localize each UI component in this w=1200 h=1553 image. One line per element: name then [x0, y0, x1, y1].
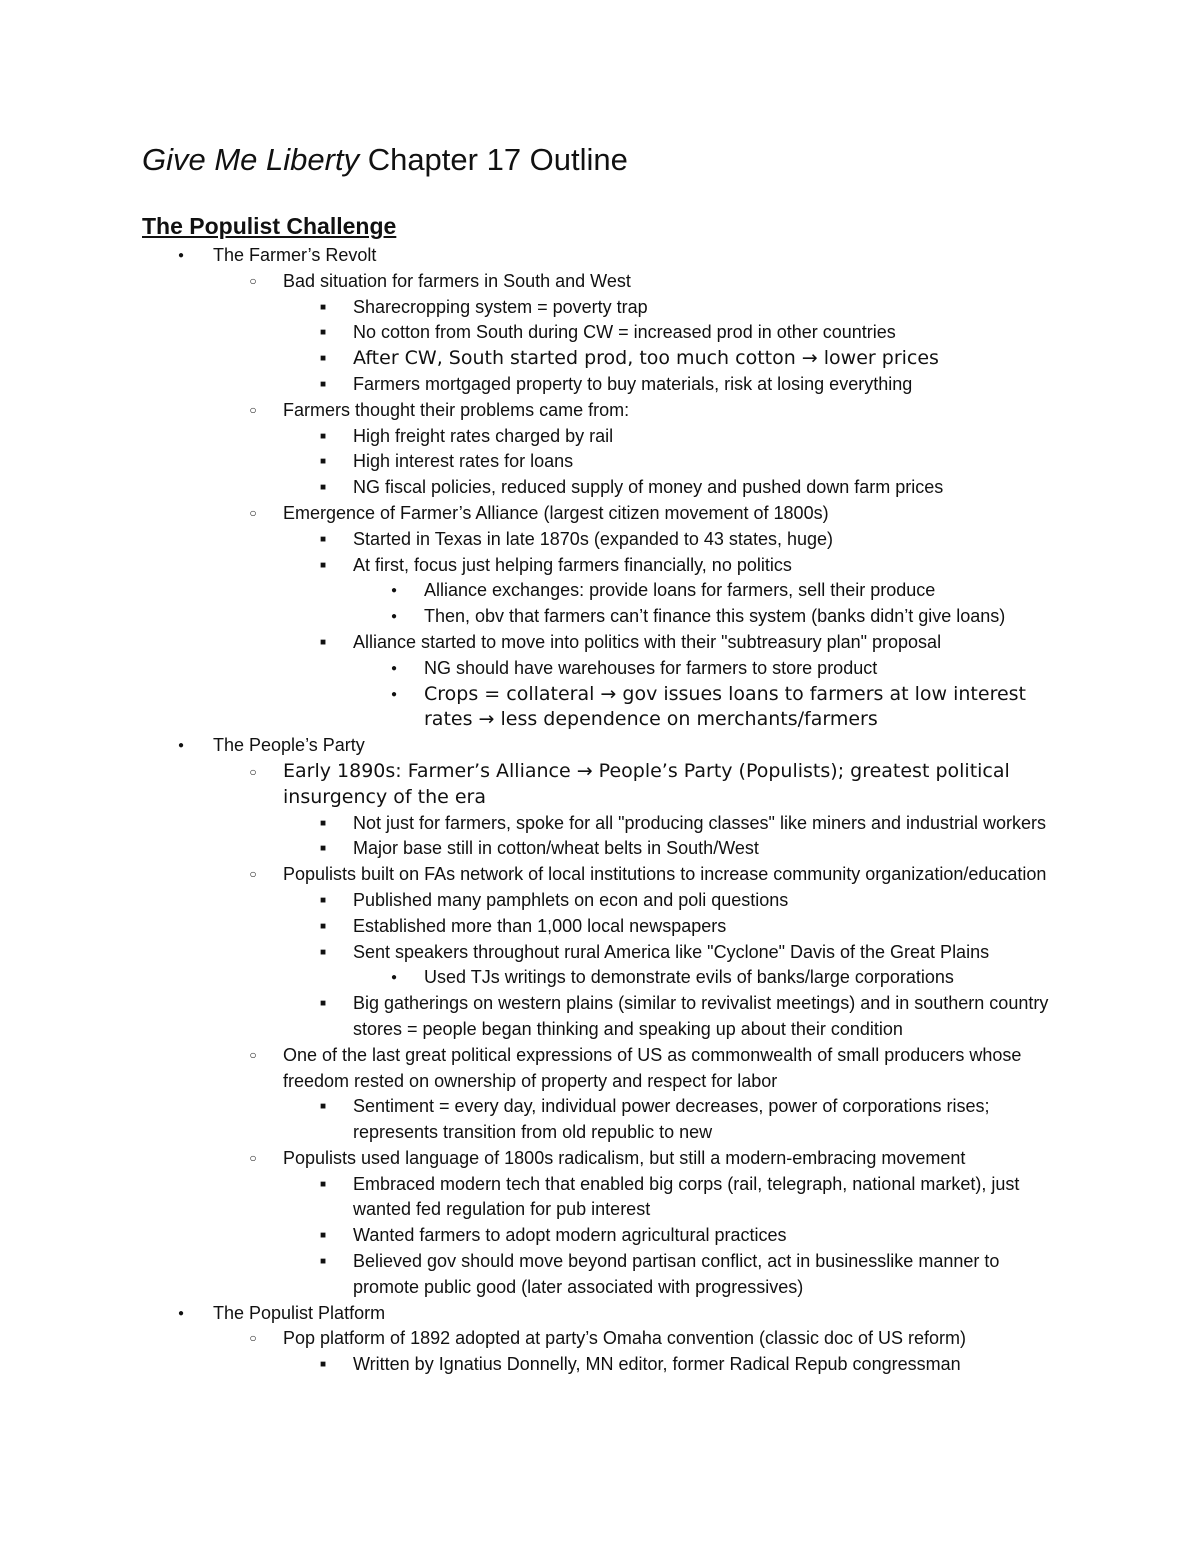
- outline-item-level-4: [0, 682, 1200, 734]
- outline-item-level-3: [0, 475, 1200, 501]
- bullet-icon: ■: [319, 920, 327, 932]
- outline-item-level-2: [0, 862, 1200, 888]
- outline-item-level-3: [0, 527, 1200, 553]
- outline-item-text: Populists built on FAs network of local institutions to increase community organization/education: [283, 864, 1047, 885]
- outline-item-text: Alliance started to move into politics with their "subtreasury plan" proposal: [353, 631, 942, 652]
- outline-item-text: Big gatherings on western plains (similar to revivalist meetings) and in southern country stores = people began thinking and speaking up about their condition: [353, 993, 1049, 1039]
- bullet-icon: ■: [319, 1256, 327, 1268]
- outline-item-text: High freight rates charged by rail: [353, 425, 614, 446]
- outline-item-level-2: [0, 501, 1200, 527]
- outline-item-level-3: [0, 295, 1200, 321]
- outline-item-text: Farmers mortgaged property to buy materials, risk at losing everything: [353, 373, 913, 394]
- outline-item-text: Used TJs writings to demonstrate evils of banks/large corporations: [424, 967, 954, 988]
- outline-item-text: Crops = collateral → gov issues loans to farmers at low interest rates → less dependence on merchants/farmers: [424, 682, 1027, 731]
- outline-item-text: Then, obv that farmers can’t finance this system (banks didn’t give loans): [424, 606, 1006, 627]
- outline-item-text: High interest rates for loans: [353, 451, 574, 472]
- bullet-icon: ■: [319, 946, 327, 958]
- bullet-icon: ■: [319, 559, 327, 571]
- outline-item-level-4: [0, 604, 1200, 630]
- bullet-icon: ■: [319, 327, 327, 339]
- outline-item-level-2: [0, 759, 1200, 811]
- outline-item-text: NG should have warehouses for farmers to store product: [424, 657, 878, 678]
- outline-item-level-3: [0, 836, 1200, 862]
- outline-item-text: Written by Ignatius Donnelly, MN editor, former Radical Repub congressman: [353, 1354, 961, 1375]
- outline-item-level-1: [0, 243, 1200, 269]
- bullet-icon: ●: [390, 611, 398, 623]
- bullet-icon: ●: [390, 688, 398, 700]
- bullet-icon: ■: [319, 430, 327, 442]
- section-heading: The Populist Challenge: [142, 213, 397, 239]
- bullet-icon: ■: [319, 353, 327, 365]
- outline-item-text: After CW, South started prod, too much cotton → lower prices: [353, 347, 939, 370]
- outline-item-level-3: [0, 372, 1200, 398]
- outline-item-level-3: [0, 424, 1200, 450]
- outline-item-level-3: [0, 630, 1200, 656]
- outline-item-text: Sharecropping system = poverty trap: [353, 296, 648, 317]
- outline-item-level-3: [0, 1094, 1200, 1146]
- outline-item-text: Embraced modern tech that enabled big corps (rail, telegraph, national market), just wanted fed regulation for pub interest: [353, 1173, 1020, 1220]
- outline-item-level-1: [0, 733, 1200, 759]
- outline-item-text: Major base still in cotton/wheat belts in South/West: [353, 838, 759, 859]
- book-title: Give Me Liberty: [142, 142, 360, 177]
- outline-item-text: Bad situation for farmers in South and West: [283, 270, 631, 291]
- outline-item-text: The Farmer’s Revolt: [213, 245, 377, 265]
- bullet-icon: ○: [249, 867, 257, 882]
- outline-item-level-2: [0, 1043, 1200, 1095]
- bullet-icon: ○: [249, 402, 257, 417]
- outline-item-level-2: [0, 398, 1200, 424]
- bullet-icon: ■: [319, 998, 327, 1010]
- outline-item-text: The People’s Party: [213, 735, 365, 756]
- outline-item-text: One of the last great political expressions of US as commonwealth of small producers whose freedom rested on ownership of property and respect for labor: [283, 1044, 1022, 1091]
- bullet-icon: ■: [319, 1178, 327, 1190]
- bullet-icon: ■: [319, 1101, 327, 1113]
- bullet-icon: ●: [390, 662, 398, 674]
- outline-item-text: Not just for farmers, spoke for all "producing classes" like miners and industrial workers: [353, 812, 1047, 833]
- outline-item-level-3: [0, 1223, 1200, 1249]
- outline-item-level-3: [0, 811, 1200, 837]
- outline-list: [0, 243, 1200, 1378]
- bullet-icon: ■: [319, 817, 327, 829]
- bullet-icon: ●: [177, 250, 185, 261]
- bullet-icon: ■: [319, 533, 327, 545]
- outline-item-text: Early 1890s: Farmer’s Alliance → People’s Party (Populists); greatest political insurgency of the era: [283, 759, 1010, 808]
- outline-item-level-2: [0, 269, 1200, 295]
- outline-item-level-3: [0, 320, 1200, 346]
- outline-item-text: Farmers thought their problems came from:: [283, 399, 630, 420]
- outline-item-text: The Populist Platform: [213, 1302, 386, 1323]
- outline-item-text: Sentiment = every day, individual power decreases, power of corporations rises; represents transition from old republic to new: [353, 1096, 990, 1143]
- bullet-icon: ○: [249, 273, 257, 288]
- outline-item-text: Emergence of Farmer’s Alliance (largest citizen movement of 1800s): [283, 502, 829, 523]
- outline-item-text: Sent speakers throughout rural America like "Cyclone" Davis of the Great Plains: [353, 941, 990, 962]
- outline-item-text: Wanted farmers to adopt modern agricultural practices: [353, 1225, 787, 1246]
- bullet-icon: ○: [249, 1150, 257, 1165]
- outline-item-level-4: [0, 965, 1200, 991]
- bullet-icon: ●: [177, 1307, 185, 1319]
- outline-item-level-2: [0, 1146, 1200, 1172]
- bullet-icon: ○: [249, 1047, 257, 1062]
- bullet-icon: ○: [249, 764, 257, 779]
- outline-item-level-3: [0, 1172, 1200, 1224]
- outline-item-text: Believed gov should move beyond partisan conflict, act in businesslike manner to promote public good (later associated with progressives): [353, 1251, 1000, 1297]
- outline-item-level-2: [0, 1326, 1200, 1352]
- outline-item-level-4: [0, 578, 1200, 604]
- outline-item-text: No cotton from South during CW = increased prod in other countries: [353, 322, 896, 343]
- bullet-icon: ●: [177, 740, 185, 752]
- bullet-icon: ■: [319, 894, 327, 906]
- page-title: [142, 140, 628, 180]
- outline-item-text: Established more than 1,000 local newspapers: [353, 915, 727, 936]
- bullet-icon: ■: [319, 843, 327, 855]
- outline-item-level-3: [0, 888, 1200, 914]
- outline-item-text: At first, focus just helping farmers financially, no politics: [353, 554, 792, 575]
- outline-item-level-1: [0, 1301, 1200, 1327]
- bullet-icon: ■: [319, 636, 327, 648]
- bullet-icon: ■: [319, 1359, 327, 1371]
- outline-item-text: Alliance exchanges: provide loans for farmers, sell their produce: [424, 580, 936, 601]
- outline-item-level-3: [0, 1249, 1200, 1301]
- outline-item-level-4: [0, 656, 1200, 682]
- bullet-icon: ■: [319, 456, 327, 468]
- outline-item-text: Started in Texas in late 1870s (expanded to 43 states, huge): [353, 528, 833, 549]
- outline-item-text: Published many pamphlets on econ and poli questions: [353, 889, 789, 910]
- bullet-icon: ■: [319, 1230, 327, 1242]
- outline-item-level-3: [0, 449, 1200, 475]
- outline-item-level-3: [0, 991, 1200, 1043]
- title-rest: Chapter 17 Outline: [359, 142, 628, 177]
- outline-item-text: Pop platform of 1892 adopted at party’s Omaha convention (classic doc of US reform): [283, 1328, 967, 1349]
- bullet-icon: ■: [319, 301, 327, 313]
- bullet-icon: ○: [249, 1331, 257, 1346]
- bullet-icon: ○: [249, 505, 257, 520]
- outline-item-level-3: [0, 914, 1200, 940]
- bullet-icon: ■: [319, 378, 327, 390]
- outline-item-level-3: [0, 553, 1200, 579]
- bullet-icon: ●: [390, 972, 398, 984]
- outline-item-level-3: [0, 940, 1200, 966]
- outline-item-level-3: [0, 1352, 1200, 1378]
- bullet-icon: ■: [319, 482, 327, 494]
- outline-item-text: Populists used language of 1800s radicalism, but still a modern-embracing movement: [283, 1147, 966, 1168]
- bullet-icon: ●: [390, 585, 398, 597]
- outline-item-text: NG fiscal policies, reduced supply of money and pushed down farm prices: [353, 477, 944, 498]
- outline-item-level-3: [0, 346, 1200, 372]
